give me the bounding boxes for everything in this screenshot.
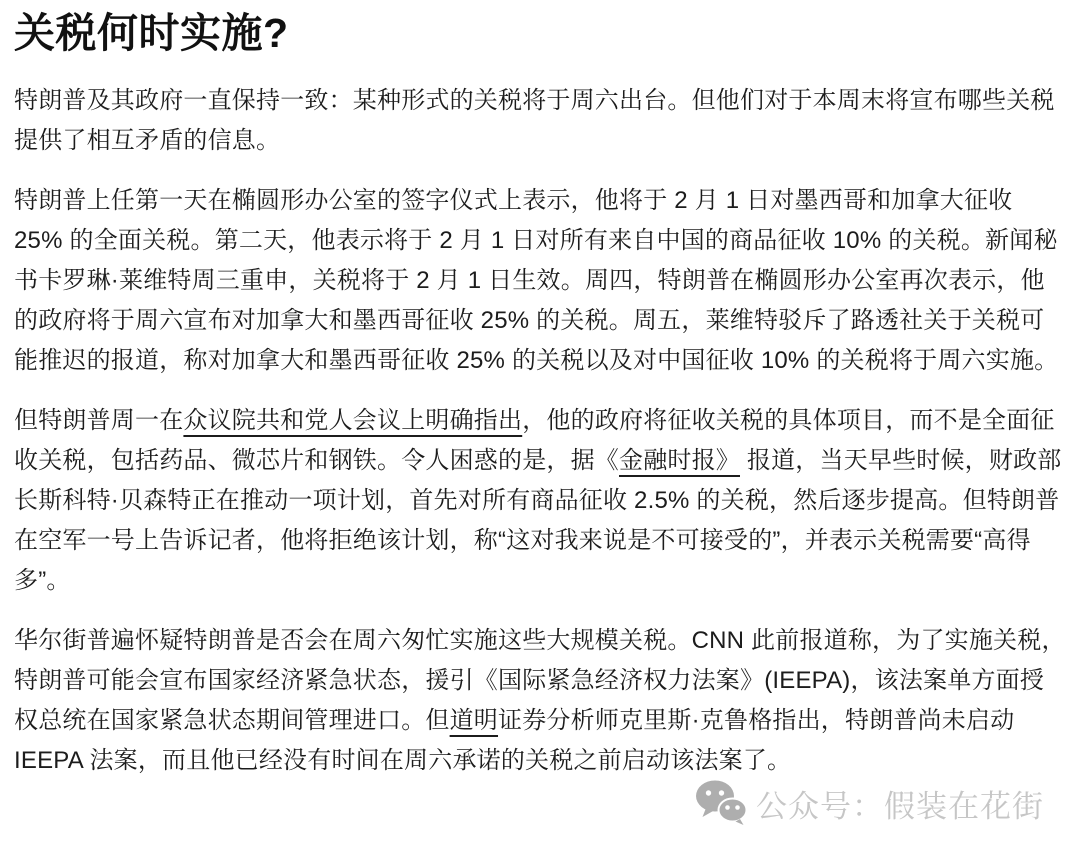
paragraph-2: [14, 181, 1066, 381]
wechat-icon: [695, 778, 747, 828]
paragraph-3: [14, 401, 1066, 601]
text-run: 证券分析师克里斯·克鲁格指出，特朗普尚未启动 IEEPA 法案，而且他已经没有时间在周六承诺的关税之前启动该法案了。: [14, 707, 1015, 775]
link-td-securities[interactable]: 道明: [449, 707, 499, 735]
text-run: ，他的政府将征收关税的具体项目，而不是全面征收关税，包括药品、微芯片和钢铁。令人困惑的是，据《: [14, 407, 1055, 475]
text-run: 报道，当天早些时候，财政部长斯科特·贝森特正在推动一项计划，首先对所有商品征收 2.5% 的关税，然后逐步提高。但特朗普在空军一号上告诉记者，他将拒绝该计划，称“这对我来说是不可接受的”，并表示关税需要“高得多”。: [14, 447, 1062, 595]
paragraph-1: [14, 81, 1066, 161]
link-house-republicans-meeting[interactable]: 众议院共和党人会议上明确指出: [183, 407, 523, 435]
page-title: 关税何时实施?: [14, 10, 289, 56]
text-run: 华尔街普遍怀疑特朗普是否会在周六匆忙实施这些大规模关税。CNN 此前报道称，为了实施关税，特朗普可能会宣布国家经济紧急状态，援引《国际紧急经济权力法案》(IEEPA)，该法案单方面授权总统在国家紧急状态期间管理进口。但: [14, 627, 1066, 735]
text-run: 特朗普及其政府一直保持一致：某种形式的关税将于周六出台。但他们对于本周末将宣布哪些关税提供了相互矛盾的信息。: [14, 87, 1055, 155]
watermark: [695, 778, 1044, 828]
text-run: 特朗普上任第一天在椭圆形办公室的签字仪式上表示，他将于 2 月 1 日对墨西哥和加拿大征收 25% 的全面关税。第二天，他表示将于 2 月 1 日对所有来自中国的商品征收 10% 的关税。新闻秘书卡罗琳·莱维特周三重申，关税将于 2 月 1 日生效。周四，特朗普在椭圆形办公室再次表示，他的政府将于周六宣布对加拿大和墨西哥征收 25% 的关税。周五，莱维特驳斥了路透社关于关税可能推迟的报道，称对加拿大和墨西哥征收 25% 的关税以及对中国征收 10% 的关税将于周六实施。: [14, 187, 1059, 375]
watermark-text: 公众号：假装在花街: [756, 788, 1044, 824]
paragraph-4: [14, 621, 1066, 781]
link-financial-times[interactable]: 金融时报》: [619, 447, 740, 475]
text-run: 但特朗普周一在: [14, 407, 184, 435]
